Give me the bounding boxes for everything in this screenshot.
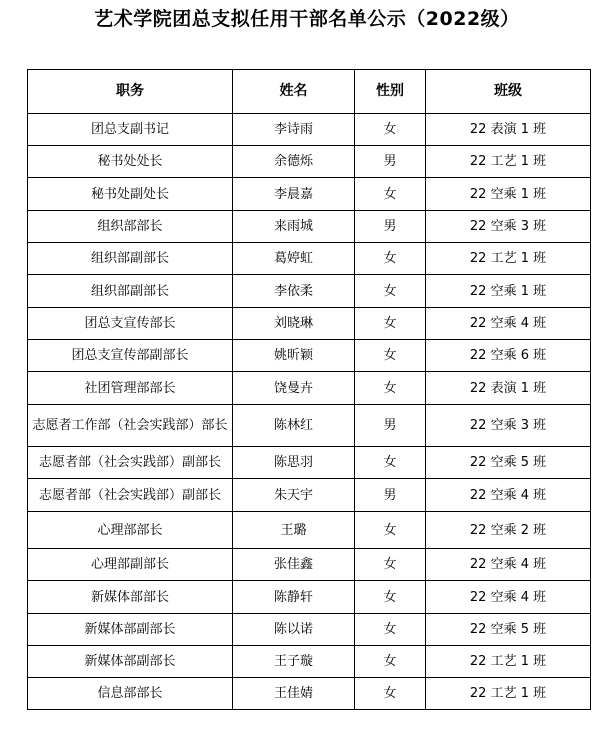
cell-class: 22 空乘 3 班	[426, 405, 591, 447]
cell-class: 22 空乘 2 班	[426, 512, 591, 549]
header-position: 职务	[28, 70, 233, 114]
cell-class: 22 空乘 5 班	[426, 614, 591, 646]
cell-class: 22 空乘 4 班	[426, 479, 591, 512]
cell-position: 团总支副书记	[28, 114, 233, 146]
cell-class: 22 工艺 1 班	[426, 646, 591, 678]
table-row	[28, 678, 591, 710]
cell-class: 22 空乘 4 班	[426, 581, 591, 614]
cell-position: 新媒体部副部长	[28, 614, 233, 646]
cell-class: 22 空乘 4 班	[426, 308, 591, 340]
cell-gender: 女	[355, 549, 426, 581]
cell-name: 陈以诺	[233, 614, 355, 646]
cell-gender: 男	[355, 211, 426, 243]
cell-position: 团总支宣传部副部长	[28, 340, 233, 372]
header-gender: 性别	[355, 70, 426, 114]
cadre-list-table	[27, 69, 591, 710]
cell-position: 志愿者部（社会实践部）副部长	[28, 479, 233, 512]
table-row	[28, 114, 591, 146]
cell-name: 王子璇	[233, 646, 355, 678]
cell-gender: 女	[355, 275, 426, 308]
cell-name: 陈林红	[233, 405, 355, 447]
cell-position: 组织部部长	[28, 211, 233, 243]
table-row	[28, 646, 591, 678]
table-row	[28, 614, 591, 646]
cell-position: 信息部部长	[28, 678, 233, 710]
page-title: 艺术学院团总支拟任用干部名单公示（2022级）	[94, 8, 520, 30]
table-row	[28, 549, 591, 581]
cell-name: 姚昕颖	[233, 340, 355, 372]
cell-class: 22 空乘 4 班	[426, 549, 591, 581]
header-row	[28, 70, 591, 114]
cell-position: 组织部副部长	[28, 243, 233, 275]
cell-position: 志愿者工作部（社会实践部）部长	[28, 405, 233, 447]
cell-class: 22 空乘 1 班	[426, 275, 591, 308]
cell-position: 团总支宣传部长	[28, 308, 233, 340]
table-row	[28, 243, 591, 275]
cell-gender: 女	[355, 243, 426, 275]
table-row	[28, 146, 591, 178]
cell-name: 陈静轩	[233, 581, 355, 614]
cell-class: 22 工艺 1 班	[426, 678, 591, 710]
cell-class: 22 表演 1 班	[426, 372, 591, 405]
table-row	[28, 340, 591, 372]
cell-position: 新媒体部副部长	[28, 646, 233, 678]
cell-name: 来雨城	[233, 211, 355, 243]
cell-class: 22 空乘 1 班	[426, 178, 591, 211]
cell-gender: 女	[355, 372, 426, 405]
table-row	[28, 581, 591, 614]
header-name: 姓名	[233, 70, 355, 114]
cell-class: 22 表演 1 班	[426, 114, 591, 146]
table-row	[28, 405, 591, 447]
table-row	[28, 512, 591, 549]
cell-class: 22 空乘 3 班	[426, 211, 591, 243]
cell-name: 王璐	[233, 512, 355, 549]
cell-name: 葛婷虹	[233, 243, 355, 275]
cell-gender: 女	[355, 308, 426, 340]
table-row	[28, 211, 591, 243]
table-row	[28, 447, 591, 479]
table-row	[28, 178, 591, 211]
cell-position: 新媒体部部长	[28, 581, 233, 614]
cell-class: 22 空乘 5 班	[426, 447, 591, 479]
cell-gender: 女	[355, 512, 426, 549]
cell-gender: 男	[355, 479, 426, 512]
cell-gender: 男	[355, 146, 426, 178]
cell-position: 社团管理部部长	[28, 372, 233, 405]
cell-gender: 女	[355, 178, 426, 211]
cell-name: 余德烁	[233, 146, 355, 178]
cell-gender: 女	[355, 581, 426, 614]
header-class: 班级	[426, 70, 591, 114]
cell-gender: 女	[355, 340, 426, 372]
table-body	[28, 114, 591, 710]
cell-name: 朱天宇	[233, 479, 355, 512]
cell-name: 李晨嘉	[233, 178, 355, 211]
cell-position: 心理部部长	[28, 512, 233, 549]
cell-name: 张佳鑫	[233, 549, 355, 581]
cell-name: 刘晓琳	[233, 308, 355, 340]
cell-position: 组织部副部长	[28, 275, 233, 308]
cell-gender: 女	[355, 678, 426, 710]
cell-position: 志愿者部（社会实践部）副部长	[28, 447, 233, 479]
cell-position: 秘书处副处长	[28, 178, 233, 211]
cell-gender: 女	[355, 447, 426, 479]
cell-position: 秘书处处长	[28, 146, 233, 178]
table-row	[28, 275, 591, 308]
table-row	[28, 479, 591, 512]
cell-gender: 女	[355, 646, 426, 678]
cell-name: 李诗雨	[233, 114, 355, 146]
cell-position: 心理部副部长	[28, 549, 233, 581]
cell-class: 22 工艺 1 班	[426, 146, 591, 178]
cell-gender: 男	[355, 405, 426, 447]
cell-name: 王佳婧	[233, 678, 355, 710]
cell-class: 22 空乘 6 班	[426, 340, 591, 372]
cell-name: 陈思羽	[233, 447, 355, 479]
cell-name: 李依柔	[233, 275, 355, 308]
cell-name: 饶曼卉	[233, 372, 355, 405]
cell-gender: 女	[355, 614, 426, 646]
table-row	[28, 372, 591, 405]
cell-class: 22 工艺 1 班	[426, 243, 591, 275]
table-row	[28, 308, 591, 340]
cell-gender: 女	[355, 114, 426, 146]
